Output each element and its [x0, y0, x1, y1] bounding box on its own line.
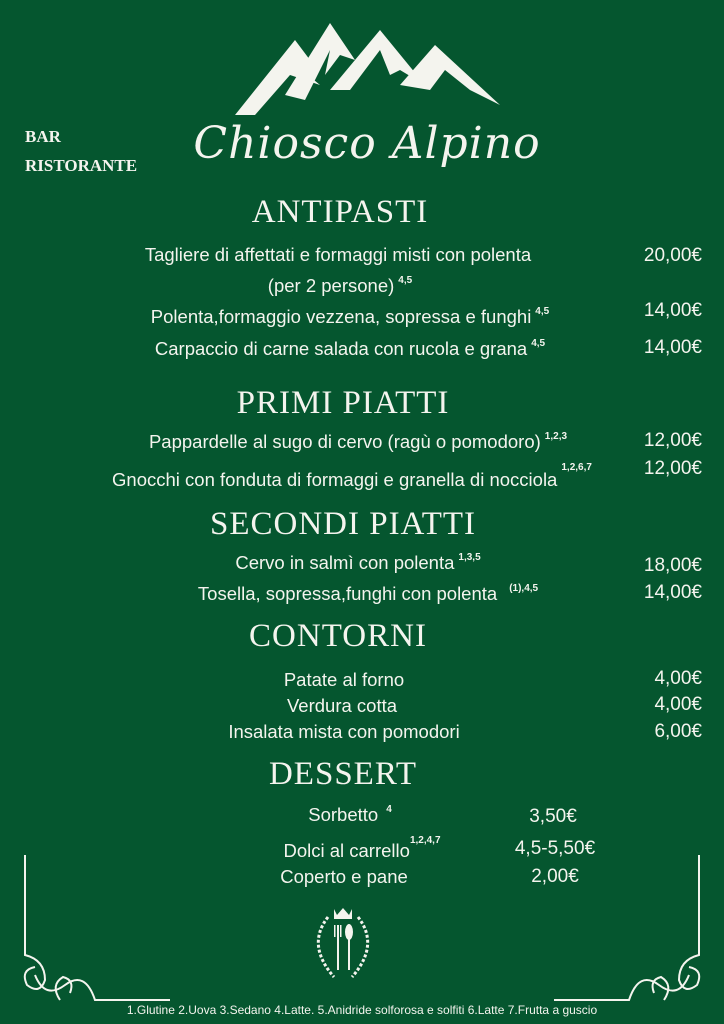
menu-item: Tosella, sopressa,funghi con polenta $^{(1),4,5}$	[197, 583, 539, 604]
cutlery-crown-emblem-icon	[306, 905, 381, 985]
menu-item: Gnocchi con fonduta di formaggi e granella di nocciola$^{1,2,6,7}$	[112, 462, 592, 490]
menu-item: Insalata mista con pomodori	[228, 721, 460, 742]
allergens-legend: 1.Glutine 2.Uova 3.Sedano 4.Latte. 5.Anidride solforosa e solfiti 6.Latte 7.Frutta a guscio	[126, 1003, 598, 1017]
menu-price: 2,00€	[531, 866, 579, 887]
menu-price: 20,00€	[643, 245, 702, 266]
menu-item: Sorbetto $^4$	[308, 804, 392, 825]
menu-price: 3,50€	[529, 806, 577, 827]
menu-price: 14,00€	[643, 582, 702, 603]
menu-price: 12,00€	[643, 458, 702, 479]
menu-item: Polenta,formaggio vezzena, sopressa e funghi $^{4,5}$	[150, 306, 550, 327]
section-title-antipasti: ANTIPASTI	[251, 194, 429, 230]
section-title-contorni: CONTORNI	[249, 618, 427, 654]
menu-item: Cervo in salmì con polenta $^{1,3,5}$	[235, 552, 481, 573]
menu-price: 12,00€	[643, 430, 702, 451]
menu-item: Pappardelle al sugo di cervo (ragù o pomodoro) $^{1,2,3}$	[148, 431, 568, 452]
menu-price: 14,00€	[643, 300, 702, 321]
menu-item-note: (per 2 persone) $^{4,5}$	[267, 275, 413, 296]
menu-item: Coperto e pane	[280, 866, 408, 887]
left-corner-ornament-icon	[15, 855, 175, 1005]
menu-item: Carpaccio di carne salada con rucola e grana $^{4,5}$	[154, 338, 546, 359]
mountains-logo-icon	[230, 15, 505, 115]
restaurant-title: Chiosco Alpino	[193, 118, 541, 169]
menu-item: Tagliere di affettati e formaggi misti con polenta	[144, 244, 532, 265]
menu-price: 4,00€	[654, 694, 702, 715]
menu-item: Verdura cotta	[286, 695, 398, 716]
section-title-primi: PRIMI PIATTI	[236, 385, 450, 421]
menu-item: Patate al forno	[283, 669, 405, 690]
section-title-secondi: SECONDI PIATTI	[209, 506, 477, 542]
menu-item: Dolci al carrello$^{1,2,4,7}$	[283, 835, 441, 861]
menu-price: 18,00€	[643, 555, 702, 576]
menu-price: 4,5-5,50€	[514, 838, 596, 859]
menu-price: 6,00€	[654, 721, 702, 742]
bar-label: BAR	[25, 127, 61, 146]
ristorante-label: RISTORANTE	[25, 156, 138, 175]
menu-price: 4,00€	[654, 668, 702, 689]
right-corner-ornament-icon	[549, 855, 709, 1005]
section-title-dessert: DESSERT	[268, 756, 418, 792]
menu-price: 14,00€	[643, 337, 702, 358]
